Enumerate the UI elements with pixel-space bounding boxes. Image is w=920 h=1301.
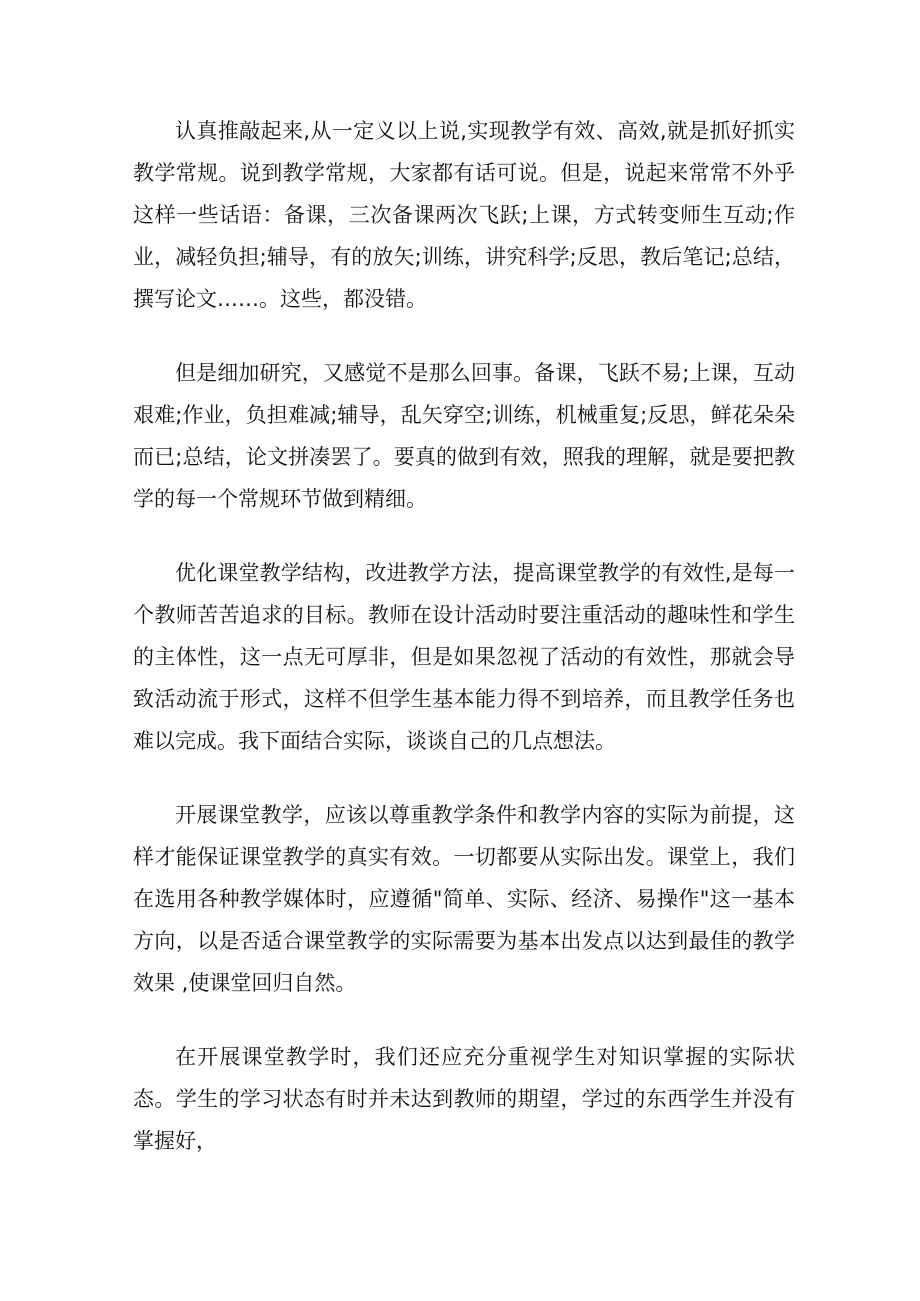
paragraph-3: 优化课堂教学结构，改进教学方法，提高课堂教学的有效性,是每一个教师苦苦追求的目标。教师在设计活动时要注重活动的趣味性和学生的主体性，这一点无可厚非，但是如果忽视了活动的有效性，那就会导致活动流于形式，这样不但学生基本能力得不到培养，而且教学任务也难以完成。我下面结合实际，谈谈自己的几点想法。 xyxy=(133,561,795,753)
paragraph-2: 但是细加研究，又感觉不是那么回事。备课，飞跃不易;上课，互动艰难;作业，负担难减;辅导，乱矢穿空;训练，机械重复;反思，鲜花朵朵而已;总结，论文拼凑罢了。要真的做到有效，照我的理解，就是要把教学的每一个常规环节做到精细。 xyxy=(133,361,795,511)
document-body xyxy=(133,110,795,1194)
paragraph-4: 开展课堂教学，应该以尊重教学条件和教学内容的实际为前提，这样才能保证课堂教学的真实有效。一切都要从实际出发。课堂上，我们在选用各种教学媒体时，应遵循"简单、实际、经济、易操作"这一基本方向，以是否适合课堂教学的实际需要为基本出发点以达到最佳的教学效果 ,使课堂回归自然。 xyxy=(133,803,795,995)
paragraph-1: 认真推敲起来,从一定义以上说,实现教学有效、高效,就是抓好抓实教学常规。说到教学常规，大家都有话可说。但是，说起来常常不外乎这样一些话语：备课，三次备课两次飞跃;上课，方式转变师生互动;作业，减轻负担;辅导，有的放矢;训练，讲究科学;反思，教后笔记;总结，撰写论文……。这些，都没错。 xyxy=(133,119,795,311)
paragraph-5: 在开展课堂教学时，我们还应充分重视学生对知识掌握的实际状态。学生的学习状态有时并未达到教师的期望，学过的东西学生并没有掌握好， xyxy=(133,1045,795,1153)
